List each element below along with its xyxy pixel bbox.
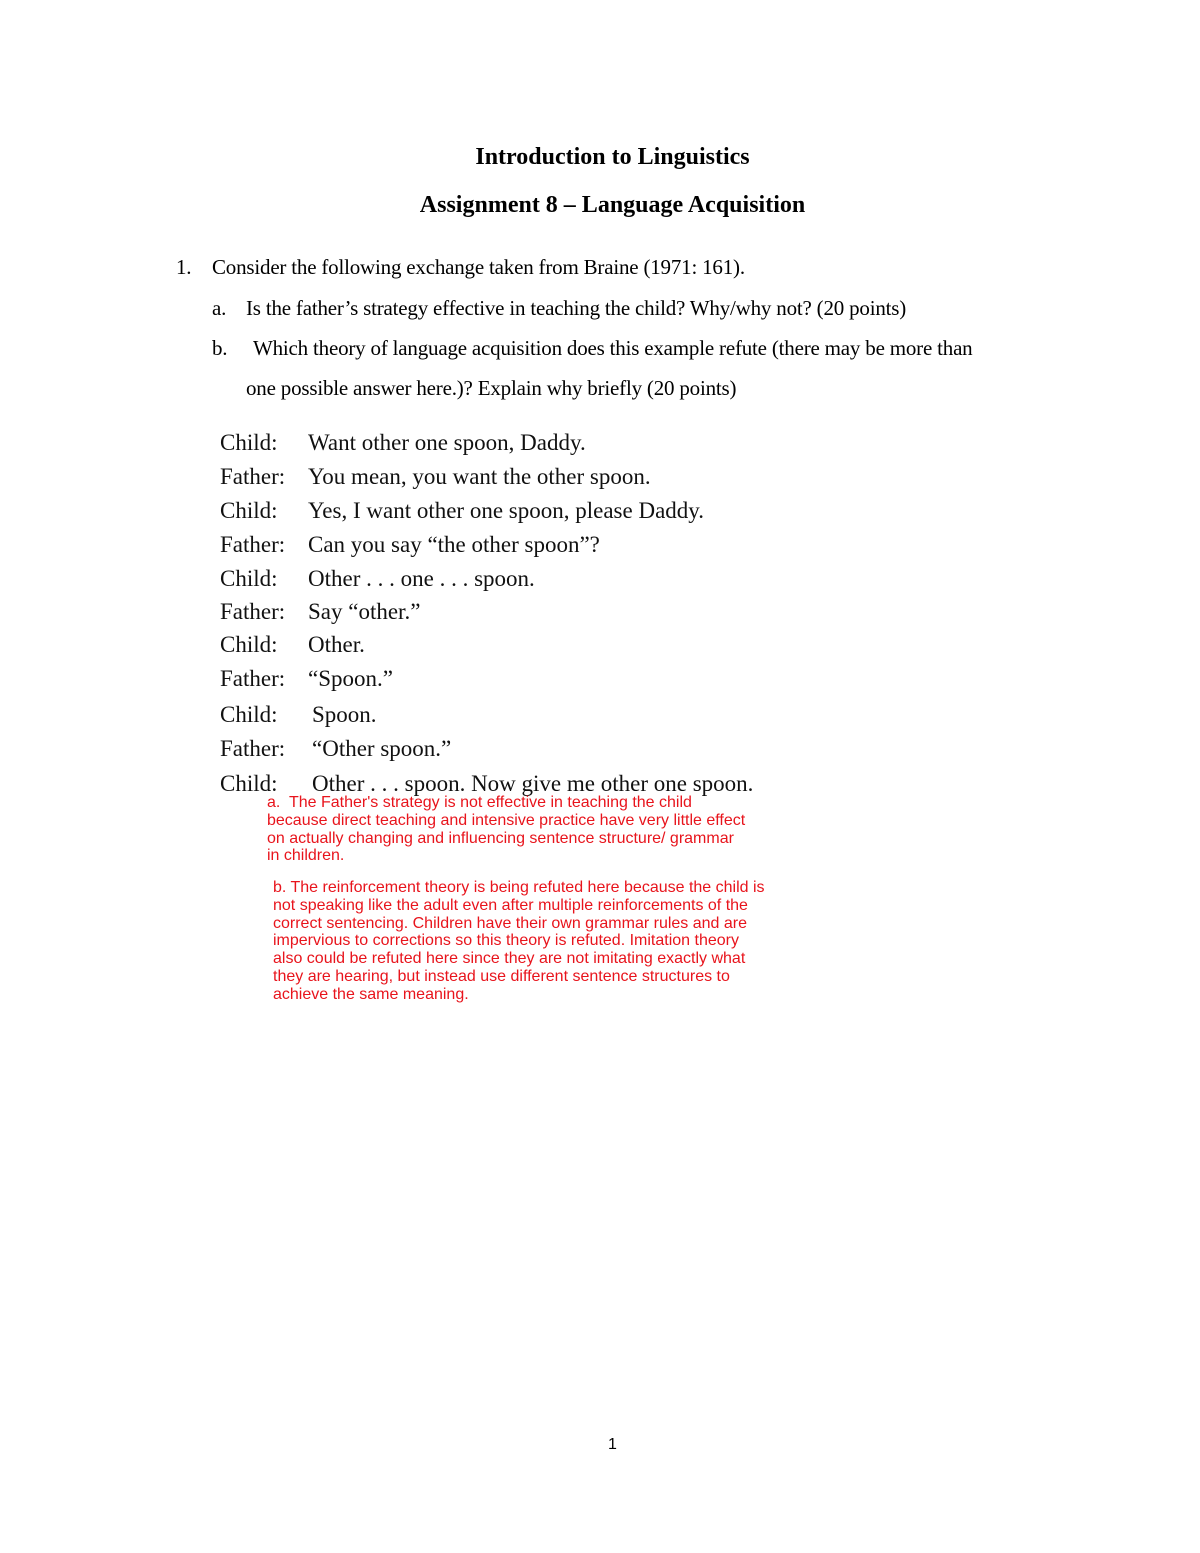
answer-b-annotation: b. The reinforcement theory is being refuted here because the child is not speaking like the adult even after multiple reinforcements of the correct sentencing. Children have their own grammar rules and are impervious to corrections so this theory is refuted. Imitation theory also could be refuted here since they are not imitating exactly what they are hearing, but instead use different sentence structures to achieve the same meaning.: [273, 879, 765, 1003]
assignment-subtitle: Assignment 8 – Language Acquisition: [419, 192, 806, 218]
part-b-text-continued: one possible answer here.)? Explain why briefly (20 points): [246, 376, 737, 400]
dialogue-utterance: “Spoon.”: [308, 666, 393, 691]
dialogue-utterance: “Other spoon.”: [312, 736, 452, 761]
page-number: 1: [608, 1436, 617, 1453]
dialogue-speaker: Child:: [220, 430, 278, 455]
dialogue-utterance: Say “other.”: [308, 599, 421, 624]
question-text: Consider the following exchange taken from Braine (1971: 161).: [212, 255, 745, 279]
dialogue-speaker: Child:: [220, 632, 278, 657]
part-b-marker: b.: [212, 336, 228, 360]
part-b-text: Which theory of language acquisition does this example refute (there may be more than: [253, 336, 973, 360]
dialogue-utterance: Spoon.: [312, 702, 377, 727]
dialogue-speaker: Father:: [220, 599, 286, 624]
dialogue-utterance: Want other one spoon, Daddy.: [308, 430, 586, 455]
document-title: Introduction to Linguistics: [475, 144, 750, 170]
dialogue-speaker: Child:: [220, 566, 278, 591]
dialogue-utterance: Yes, I want other one spoon, please Daddy.: [308, 498, 705, 523]
dialogue-speaker: Child:: [220, 771, 278, 796]
answer-a-annotation: a. The Father's strategy is not effective in teaching the child because direct teaching and intensive practice have very little effect on actually changing and influencing sentence structure/ grammar in children.: [267, 794, 746, 865]
dialogue-utterance: You mean, you want the other spoon.: [308, 464, 651, 489]
dialogue-utterance: Other . . . spoon. Now give me other one spoon.: [312, 771, 754, 796]
dialogue-speaker: Child:: [220, 498, 278, 523]
dialogue-speaker: Father:: [220, 464, 286, 489]
dialogue-speaker: Father:: [220, 736, 286, 761]
dialogue-speaker: Father:: [220, 666, 286, 691]
part-a-text: Is the father’s strategy effective in teaching the child? Why/why not? (20 points): [246, 296, 907, 320]
dialogue-speaker: Father:: [220, 532, 286, 557]
dialogue-utterance: Other . . . one . . . spoon.: [308, 566, 535, 591]
dialogue-utterance: Other.: [308, 632, 365, 657]
question-number: 1.: [176, 255, 192, 279]
dialogue-utterance: Can you say “the other spoon”?: [308, 532, 600, 557]
part-a-marker: a.: [212, 296, 227, 320]
dialogue-speaker: Child:: [220, 702, 278, 727]
